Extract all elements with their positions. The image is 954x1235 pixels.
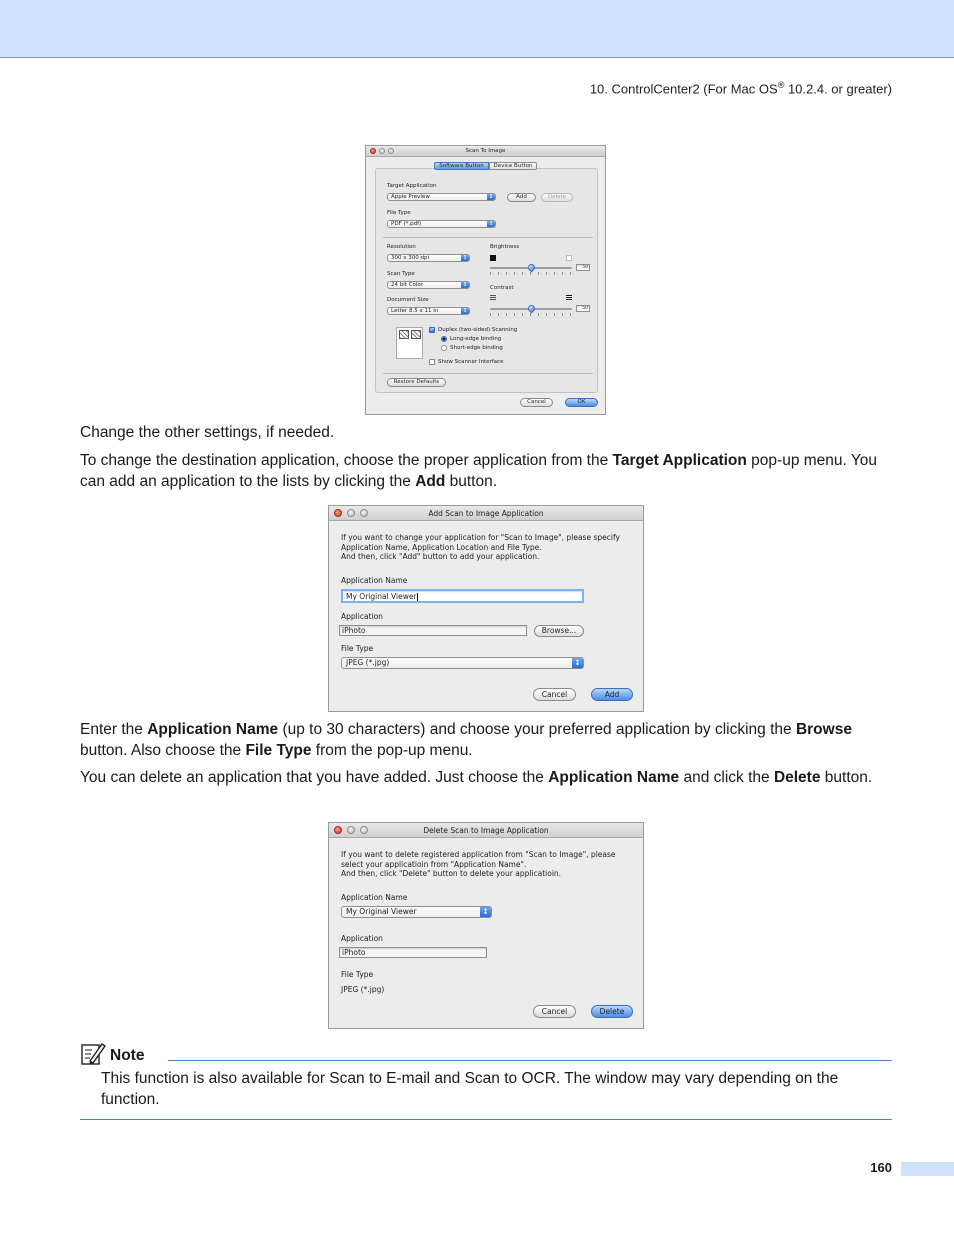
intro-line: And then, click "Delete" button to delete your applicatioin. bbox=[341, 869, 562, 878]
running-head: 10. ControlCenter2 (For Mac OS® 10.2.4. or greater) bbox=[589, 80, 892, 97]
brightness-label: Brightness bbox=[490, 244, 520, 250]
contrast-value[interactable]: 50 bbox=[576, 305, 590, 312]
cancel-button[interactable]: Cancel bbox=[533, 688, 576, 701]
scan-to-image-dialog bbox=[365, 145, 606, 415]
page-tab bbox=[901, 1162, 954, 1176]
contrast-ticks bbox=[490, 313, 572, 316]
popup-arrows-icon: ↕ bbox=[462, 282, 468, 288]
contrast-label: Contrast bbox=[490, 285, 514, 291]
cancel-button[interactable]: Cancel bbox=[533, 1005, 576, 1018]
intro-line: Application Name, Application Location and File Type. bbox=[341, 543, 542, 552]
divider bbox=[383, 237, 593, 238]
delete-button[interactable]: Delete bbox=[591, 1005, 633, 1018]
low-contrast-icon bbox=[490, 295, 496, 301]
tab-device-button[interactable]: Device Button bbox=[489, 162, 537, 170]
paragraph-change-settings: Change the other settings, if needed. bbox=[80, 424, 335, 441]
paragraph-enter-application: Enter the Application Name (up to 30 characters) and choose your preferred application by clicking the Browse button. Also choose the File Type from the pop-up menu. bbox=[80, 721, 852, 759]
brightness-ticks bbox=[490, 272, 572, 275]
brightness-slider[interactable] bbox=[490, 267, 572, 269]
delete-application-dialog bbox=[328, 822, 644, 1029]
intro-line: If you want to delete registered application from "Scan to Image", please bbox=[341, 850, 616, 859]
short-edge-label: Short-edge binding bbox=[450, 345, 503, 351]
contrast-slider[interactable] bbox=[490, 308, 572, 310]
file-type-popup[interactable]: JPEG (*.jpg) ↕ bbox=[341, 657, 584, 669]
note-label: Note bbox=[110, 1047, 145, 1064]
popup-arrows-icon: ↕ bbox=[462, 308, 468, 314]
intro-line: select your applicatioin from "Application Name". bbox=[341, 860, 527, 869]
light-swatch-icon bbox=[566, 255, 572, 261]
intro-line: And then, click "Add" button to add your application. bbox=[341, 552, 540, 561]
file-type-value: JPEG (*.jpg) bbox=[341, 985, 385, 994]
note-rule bbox=[168, 1060, 892, 1061]
delete-button[interactable]: Delete bbox=[541, 193, 573, 202]
tab-software-button[interactable]: Software Button bbox=[434, 162, 489, 170]
add-application-dialog bbox=[328, 505, 644, 712]
popup-arrows-icon: ↕ bbox=[462, 255, 468, 261]
application-name-popup[interactable]: My Original Viewer ↕ bbox=[341, 906, 492, 918]
window-title: Add Scan to Image Application bbox=[428, 509, 544, 518]
duplex-checkbox[interactable]: ✓ bbox=[430, 327, 435, 333]
file-type-label: File Type bbox=[387, 210, 411, 216]
window-title: Delete Scan to Image Application bbox=[423, 826, 549, 835]
scan-type-popup[interactable]: 24 bit Color ↕ bbox=[387, 281, 470, 289]
document-size-popup[interactable]: Letter 8.5 x 11 in ↕ bbox=[387, 307, 470, 315]
application-name-input[interactable]: My Original Viewer bbox=[341, 589, 584, 603]
popup-arrows-icon: ↕ bbox=[572, 658, 583, 668]
cancel-button[interactable]: Cancel bbox=[520, 398, 553, 407]
paragraph-change-destination: To change the destination application, choose the proper application from the Target Application pop-up menu. You can add an application to the lists by clicking the Add button. bbox=[80, 452, 878, 490]
long-edge-radio[interactable] bbox=[441, 336, 447, 342]
application-path-field: iPhoto bbox=[339, 947, 487, 958]
duplex-preview-icon bbox=[396, 327, 423, 359]
resolution-popup[interactable]: 300 x 300 dpi ↕ bbox=[387, 254, 470, 262]
resolution-label: Resolution bbox=[387, 244, 416, 250]
header-band bbox=[0, 0, 954, 58]
divider bbox=[383, 373, 593, 374]
show-scanner-label: Show Scanner Interface bbox=[438, 359, 504, 365]
note-pencil-icon bbox=[80, 1040, 106, 1066]
browse-button[interactable]: Browse... bbox=[534, 625, 584, 637]
add-button[interactable]: Add bbox=[507, 193, 536, 202]
popup-arrows-icon: ↕ bbox=[488, 194, 494, 200]
scan-type-label: Scan Type bbox=[387, 271, 415, 277]
application-name-label: Application Name bbox=[341, 576, 408, 585]
application-path-field: iPhoto bbox=[339, 625, 527, 636]
window-title: Scan To Image bbox=[465, 148, 506, 154]
long-edge-label: Long-edge binding bbox=[450, 336, 502, 342]
target-application-popup[interactable]: Apple Preview ↕ bbox=[387, 193, 496, 201]
short-edge-radio[interactable] bbox=[441, 345, 447, 351]
file-type-label: File Type bbox=[341, 644, 374, 653]
show-scanner-checkbox[interactable] bbox=[429, 359, 435, 365]
paragraph-delete-application: You can delete an application that you have added. Just choose the Application Name and click the Delete button. bbox=[80, 769, 873, 786]
application-label: Application bbox=[341, 612, 383, 621]
text-cursor bbox=[417, 593, 418, 602]
add-button[interactable]: Add bbox=[591, 688, 633, 701]
high-contrast-icon bbox=[566, 295, 572, 301]
ok-button[interactable]: OK bbox=[565, 398, 598, 407]
application-label: Application bbox=[341, 934, 383, 943]
target-application-label: Target Application bbox=[387, 183, 437, 189]
application-name-label: Application Name bbox=[341, 893, 408, 902]
dark-swatch-icon bbox=[490, 255, 496, 261]
restore-defaults-button[interactable]: Restore Defaults bbox=[387, 378, 446, 387]
page-number: 160 bbox=[870, 1160, 892, 1175]
brightness-value[interactable]: 50 bbox=[576, 264, 590, 271]
note-rule bbox=[80, 1119, 892, 1120]
file-type-label: File Type bbox=[341, 970, 374, 979]
file-type-popup[interactable]: PDF (*.pdf) ↕ bbox=[387, 220, 496, 228]
popup-arrows-icon: ↕ bbox=[488, 221, 494, 227]
note-text: This function is also available for Scan to E-mail and Scan to OCR. The window may vary depending on the function. bbox=[101, 1070, 839, 1108]
popup-arrows-icon: ↕ bbox=[480, 907, 491, 917]
intro-line: If you want to change your application for "Scan to Image", please specify bbox=[341, 533, 620, 542]
duplex-label: Duplex (two-sided) Scanning bbox=[438, 327, 518, 333]
document-size-label: Document Size bbox=[387, 297, 429, 303]
